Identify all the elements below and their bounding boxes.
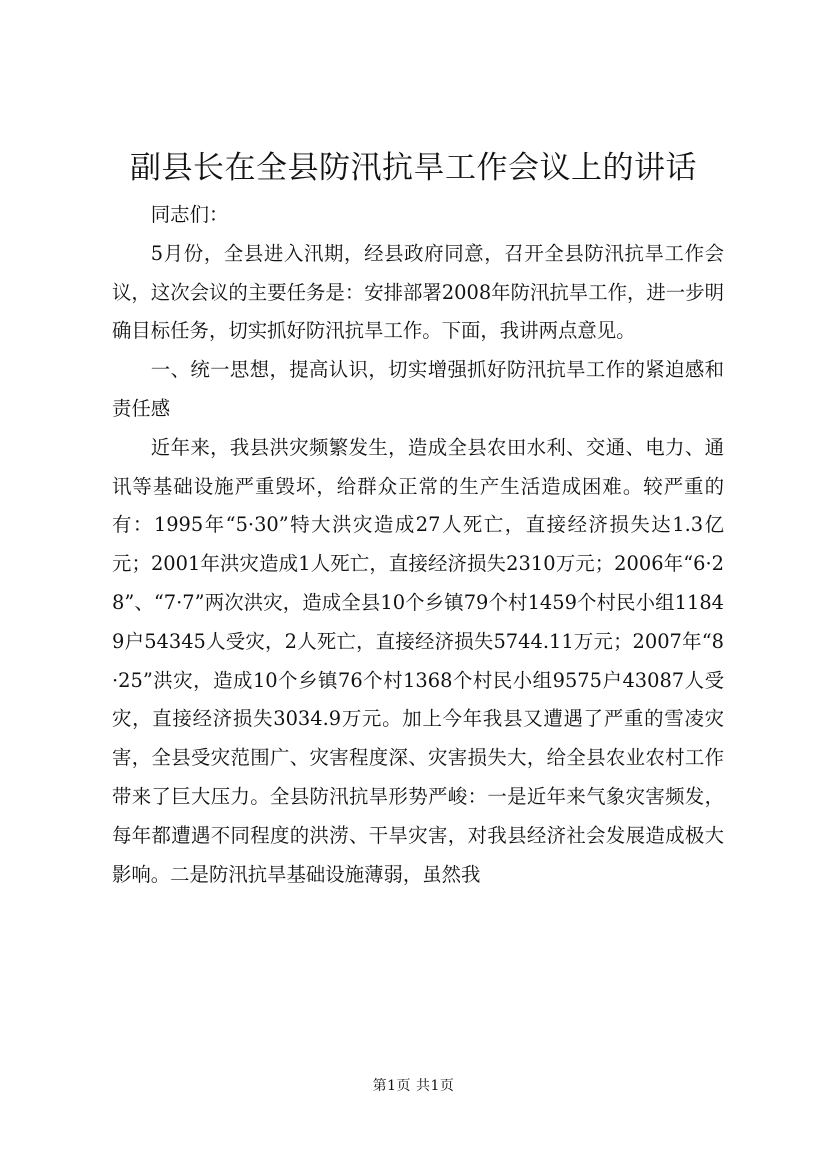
intro-paragraph: 5月份，全县进入汛期，经县政府同意，召开全县防汛抗旱工作会议，这次会议的主要任务是：安排部署2008年防汛抗旱工作，进一步明确目标任务，切实抓好防汛抗旱工作。下面，我讲两点意见。 — [112, 241, 724, 343]
document-body — [112, 196, 724, 894]
document-title: 副县长在全县防汛抗旱工作会议上的讲话 — [130, 150, 697, 186]
section-heading-paragraph: 一、统一思想，提高认识，切实增强抓好防汛抗旱工作的紧迫感和责任感 — [112, 358, 724, 420]
body-paragraph: 近年来，我县洪灾频繁发生，造成全县农田水利、交通、电力、通讯等基础设施严重毁坏，给群众正常的生产生活造成困难。较严重的有：1995年“5·30”特大洪灾造成27人死亡，直接经济损失达1.3亿元；2001年洪灾造成1人死亡，直接经济损失2310万元；2006年“6·28”、“7·7”两次洪灾，造成全县10个乡镇79个村1459个村民小组11849户54345人受灾，2人死亡，直接经济损失5744.11万元；2007年“8·25”洪灾，造成10个乡镇76个村1368个村民小组9575户43087人受灾，直接经济损失3034.9万元。加上今年我县又遭遇了严重的雪凌灾害，全县受灾范围广、灾害程度深、灾害损失大，给全县农业农村工作带来了巨大压力。全县防汛抗旱形势严峻：一是近年来气象灾害频发，每年都遭遇不同程度的洪涝、干旱灾害，对我县经济社会发展造成极大影响。二是防汛抗旱基础设施薄弱，虽然我 — [112, 435, 724, 886]
salutation-paragraph: 同志们： — [150, 203, 229, 226]
page-footer: 第1页 共1页 — [372, 1078, 455, 1094]
